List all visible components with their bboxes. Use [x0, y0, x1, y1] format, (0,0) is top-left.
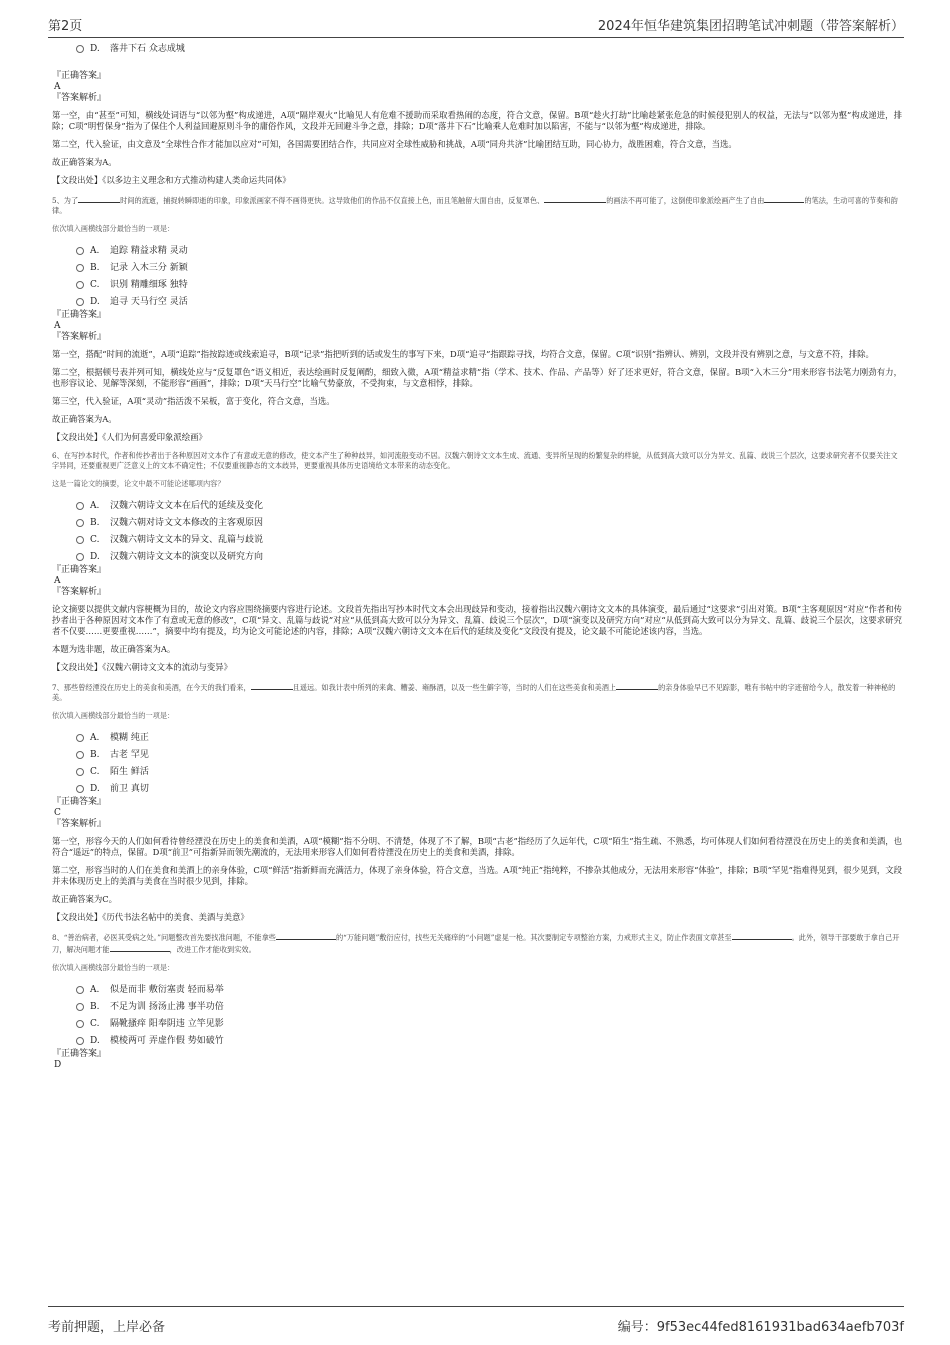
- footer-slogan: 考前押题，上岸必备: [48, 1320, 166, 1335]
- conclusion: 故正确答案为A。: [52, 157, 117, 167]
- option-a[interactable]: A. 汉魏六朝诗文文本在后代的延续及变化: [76, 497, 902, 514]
- analysis-label: 『答案解析』: [52, 819, 107, 829]
- radio-icon[interactable]: [76, 247, 84, 255]
- option-d[interactable]: D. 模棱两可 弄虚作假 势如破竹: [76, 1032, 902, 1049]
- correct-answer: A: [54, 576, 61, 586]
- radio-icon[interactable]: [76, 298, 84, 306]
- option-b[interactable]: B. 记录 入木三分 新颖: [76, 259, 902, 276]
- option-a[interactable]: A. 追踪 精益求精 灵动: [76, 242, 902, 259]
- option-d[interactable]: D. 落井下石 众志成城: [76, 40, 902, 57]
- source-citation: 【文段出处】《以多边主义理念和方式推动构建人类命运共同体》: [52, 175, 291, 185]
- source-citation: 【文段出处】《历代书法名帖中的美食、美酒与美意》: [52, 912, 249, 922]
- option-d[interactable]: D. 前卫 真切: [76, 780, 902, 797]
- correct-answer-label: 『正确答案』: [52, 565, 107, 575]
- blank: [78, 194, 120, 203]
- question-stem: 5、为了 时间的流逝，捕捉转瞬即逝的印象，印象派画家不得不画得更快。这导致他们的作品不仅直接上色，而且笔触留大面自由，反复罩色、 的画法不再可能了，这倒使印象派绘画产生了自由 的笔法，生动可喜的节奏和韵律。: [52, 196, 898, 215]
- conclusion: 本题为选非题，故正确答案为A。: [52, 644, 176, 654]
- question-stem: 8、“善治病者，必医其受病之处。”问题整改首先要找准问题，不能拿些 的“万能问题”敷衍应付，找些无关痛痒的“小问题”虚晃一枪。其次要制定专项整治方案，力戒形式主义，防止作表面文章甚至 。此外，领导干部要敢于拿自己开刀，解决问题才能 ，改进工作才能收到实效。: [52, 933, 900, 954]
- blank: [544, 194, 606, 203]
- analysis-paragraph: 第二空，代入验证，由文意及“全球性合作才能加以应对”可知，各国需要团结合作，共同应对全球性威胁和挑战，A项“同舟共济”比喻团结互助，同心协力，战胜困难，符合文意，当选。: [52, 139, 737, 149]
- blank: [732, 931, 792, 940]
- correct-answer-label: 『正确答案』: [52, 310, 107, 320]
- option-c[interactable]: C. 隔靴搔痒 阳奉阴违 立竿见影: [76, 1015, 902, 1032]
- document-id: 编号：9f53ec44fed8161931bad634aefb703f: [617, 1320, 904, 1335]
- question-prompt: 这是一篇论文的摘要，论文中最不可能论述哪项内容？: [52, 479, 225, 488]
- source-citation: 【文段出处】《汉魏六朝诗文文本的流动与变异》: [52, 662, 233, 672]
- correct-answer: A: [54, 321, 61, 331]
- option-c[interactable]: C. 汉魏六朝诗文文本的异文、乱篇与歧说: [76, 531, 902, 548]
- conclusion: 故正确答案为A。: [52, 414, 117, 424]
- radio-icon[interactable]: [76, 785, 84, 793]
- question-stem: 7、那些曾经湮没在历史上的美食和美酒，在今天的我们看来， 且遥远。如我计表中所列的来禽、糟姜、雍酥酒，以及一些生僻字等，当时的人们在这些美食和美酒上 的亲身体验早已不见踪影，唯有书帖中的字迹留给今人，散发着一种神秘的美。: [52, 683, 896, 702]
- correct-answer-label: 『正确答案』: [52, 1049, 107, 1059]
- option-c[interactable]: C. 陌生 鲜活: [76, 763, 902, 780]
- analysis-paragraph: 第一空，搭配“时间的流逝”，A项“追踪”指按踪迹或线索追寻，B项“记录”指把听到的话或发生的事写下来，D项“追寻”指跟踪寻找，均符合文意，保留。C项“识别”指辨认、辨别，文段并没有辨别之意，与文意不符，排除。: [52, 349, 874, 359]
- radio-icon[interactable]: [76, 986, 84, 994]
- blank: [616, 681, 658, 690]
- blank: [276, 931, 336, 940]
- radio-icon[interactable]: [76, 1037, 84, 1045]
- radio-icon[interactable]: [76, 281, 84, 289]
- page-header: [48, 12, 904, 38]
- radio-icon[interactable]: [76, 1003, 84, 1011]
- correct-answer-label: 『正确答案』: [52, 71, 107, 81]
- option-b[interactable]: B. 不足为训 扬汤止沸 事半功倍: [76, 998, 902, 1015]
- radio-icon[interactable]: [76, 45, 84, 53]
- option-a[interactable]: A. 模糊 纯正: [76, 729, 902, 746]
- radio-icon[interactable]: [76, 553, 84, 561]
- correct-answer-label: 『正确答案』: [52, 797, 107, 807]
- option-b[interactable]: B. 古老 罕见: [76, 746, 902, 763]
- blank: [110, 943, 170, 952]
- option-a[interactable]: A. 似是而非 敷衍塞责 轻而易举: [76, 981, 902, 998]
- radio-icon[interactable]: [76, 734, 84, 742]
- document-body: [52, 40, 902, 1071]
- question-stem: 6、在写抄本时代，作者和传抄者出于各种原因对文本作了有意或无意的修改，使文本产生了种种歧异，如河流般变动不居。汉魏六朝诗文文本生成、流通、变异所呈现的纷繁复杂的样貌，从低到高大致可以分为异文、乱篇、歧说三个层次，这要求研究者不仅要关注文字异同，还要重视更广泛意义上的文本不确定性；不仅要重视静态的文本歧异，更要重视具体历史语境给文本带来的动态变化。: [52, 451, 898, 470]
- radio-icon[interactable]: [76, 519, 84, 527]
- radio-icon[interactable]: [76, 1020, 84, 1028]
- blank: [251, 681, 293, 690]
- analysis-paragraph: 第二空，根据顿号表并列可知，横线处应与“反复罩色”语义相近，表达绘画时反复阐酌，细致入微，A项“精益求精”指（学术、技术、作品、产品等）好了还求更好，符合文意，保留。B项“入木三分”用来形容书法笔力刚劲有力，也形容议论、见解等深刻，不能形容“画画”，排除；D项“天马行空”比喻气势豪放，不受拘束，与文意相悖，排除。: [52, 367, 902, 388]
- analysis-label: 『答案解析』: [52, 332, 107, 342]
- radio-icon[interactable]: [76, 768, 84, 776]
- conclusion: 故正确答案为C。: [52, 894, 118, 904]
- page-footer: [48, 1306, 904, 1335]
- analysis-paragraph: 第一空，由“甚至”可知，横线处词语与“以邻为壑”构成递进，A项“隔岸观火”比喻见人有危难不援助而采取看热闹的态度，符合文意，保留。B项“趁火打劫”比喻趁紧张危急的时候侵犯别人的权益，无法与“以邻为壑”构成递进，排除；C项“明哲保身”指为了保住个人利益回避原则斗争的庸俗作风，文段并无回避斗争之意，排除；D项“落井下石”比喻乘人危难时加以陷害，不能与“以邻为壑”构成递进，排除。: [52, 110, 902, 131]
- radio-icon[interactable]: [76, 536, 84, 544]
- correct-answer: A: [54, 82, 61, 92]
- analysis-paragraph: 第一空，形容今天的人们如何看待曾经湮没在历史上的美食和美酒，A项“模糊”指不分明、不清楚，体现了不了解，B项“古老”指经历了久远年代，C项“陌生”指生疏、不熟悉，均可体现人们如何看待湮没在历史上的美食和美酒，也符合“遥远”的特点，保留。D项“前卫”可指新异而领先潮流的，无法用来形容人们如何看待湮没在历史上的美食和美酒，排除。: [52, 836, 902, 857]
- radio-icon[interactable]: [76, 502, 84, 510]
- question-prompt: 依次填入画横线部分最恰当的一项是：: [52, 224, 175, 233]
- option-d[interactable]: D. 汉魏六朝诗文文本的演变以及研究方向: [76, 548, 902, 565]
- question-prompt: 依次填入画横线部分最恰当的一项是：: [52, 711, 175, 720]
- page-number: 第2页: [48, 19, 83, 34]
- option-d[interactable]: D. 追寻 天马行空 灵活: [76, 293, 902, 310]
- correct-answer: D: [54, 1060, 62, 1070]
- analysis-label: 『答案解析』: [52, 93, 107, 103]
- option-c[interactable]: C. 识别 精雕细琢 独特: [76, 276, 902, 293]
- analysis-paragraph: 论文摘要以提供文献内容梗概为目的，故论文内容应围绕摘要内容进行论述。文段首先指出写抄本时代文本会出现歧异和变动，接着指出汉魏六朝诗文文本的具体演变，最后通过“这要求”引出对策。B项“主客观原因”对应“作者和传抄者出于各种原因对文本作了有意或无意的修改”，C项“异文、乱篇与歧说”对应“从低到高大致可以分为异文、乱篇、歧说三个层次”，D项“演变以及研究方向”对应“从低到高大致可以分为异文、乱篇、歧说三个层次，这要求研究者不仅要……更要重视……”，摘要中均有提及，均为论文可能论述的内容，排除；A项“汉魏六朝诗文文本在后代的延续及变化”文段没有提及，论文最不可能论述该内容，当选。: [52, 604, 902, 636]
- analysis-paragraph: 第二空，形容当时的人们在美食和美酒上的亲身体验，C项“鲜活”指新鲜而充满活力，体现了亲身体验，符合文意，当选。A项“纯正”指纯粹，不掺杂其他成分，无法用来形容“体验”，排除；B项“罕见”指难得见到，很少见到，文段并未体现历史上的美酒与美食在当时很少见到，排除。: [52, 865, 902, 886]
- radio-icon[interactable]: [76, 264, 84, 272]
- question-prompt: 依次填入画横线部分最恰当的一项是：: [52, 963, 175, 972]
- document-title: 2024年恒华建筑集团招聘笔试冲刺题（带答案解析）: [597, 19, 904, 34]
- analysis-paragraph: 第三空，代入验证，A项“灵动”指活泼不呆板，富于变化，符合文意，当选。: [52, 396, 335, 406]
- analysis-label: 『答案解析』: [52, 587, 107, 597]
- source-citation: 【文段出处】《人们为何喜爱印象派绘画》: [52, 432, 207, 442]
- correct-answer: C: [54, 808, 61, 818]
- radio-icon[interactable]: [76, 751, 84, 759]
- blank: [764, 194, 804, 203]
- option-b[interactable]: B. 汉魏六朝对诗文文本修改的主客观原因: [76, 514, 902, 531]
